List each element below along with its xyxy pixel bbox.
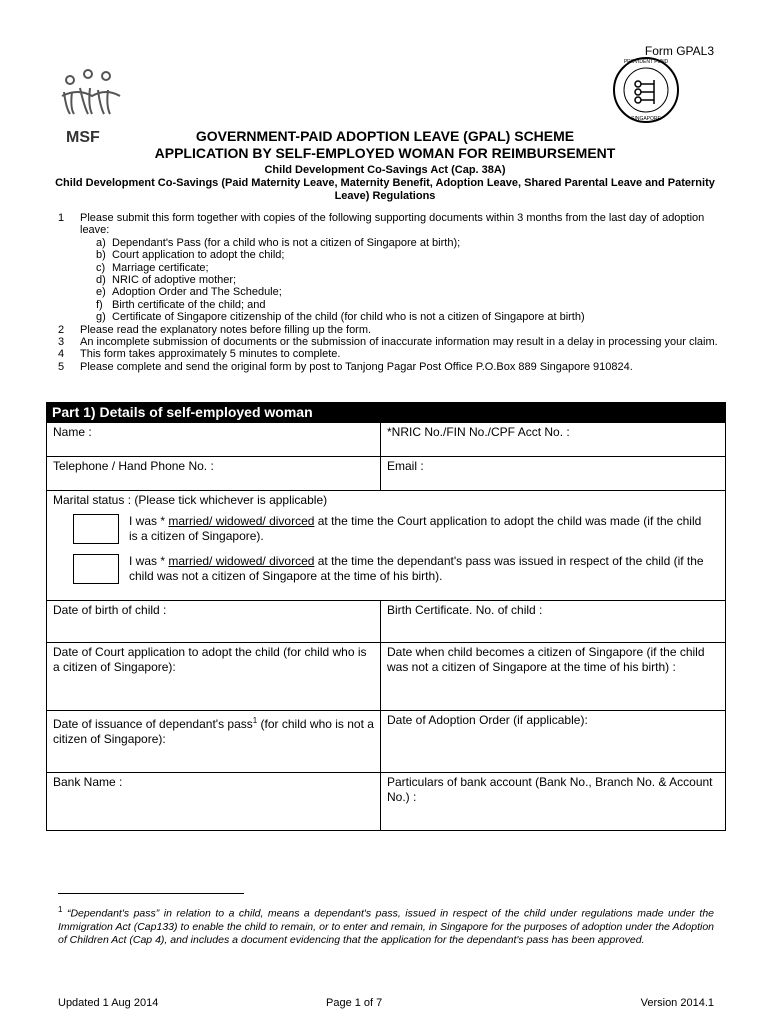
court-date-field[interactable]: [47, 643, 381, 710]
dob-field[interactable]: [47, 601, 381, 642]
footnote-text: “Dependant's pass” in relation to a child, means a dependant's pass, issued in respect of the child under regulations made under the Immigration Act (Cap133) to enable the child to remain, or to enter and remain, in Singapore for the purposes of adoption under the Adoption of Children Act (Cap 4), and includes a document evidencing that the application for the dependant's pass has been approved.: [58, 907, 715, 946]
note-text: Please read the explanatory notes before filling up the form.: [80, 323, 372, 336]
note-text: Please submit this form together with copies of the following supporting documents within 3 months from the last day of adoption leave:: [80, 212, 705, 237]
option-status: married/ widowed/ divorced: [168, 514, 315, 528]
part1-form: [46, 422, 726, 831]
marital-option-2: [53, 554, 719, 584]
document-item: [58, 299, 718, 311]
note-item: [58, 324, 718, 336]
marital-status-section: [47, 491, 725, 600]
title-line-1: GOVERNMENT-PAID ADOPTION LEAVE (GPAL) SCHEME: [195, 128, 575, 144]
email-label: Email :: [387, 459, 424, 473]
part1-heading: Part 1) Details of self-employed woman: [46, 402, 726, 422]
marital-option-2-text: [129, 554, 709, 584]
document-text: Adoption Order and The Schedule;: [112, 286, 282, 299]
pass-date-label-cont: (for child who is not a citizen of Singapore):: [53, 717, 374, 746]
document-item: [58, 262, 718, 274]
pass-date-field[interactable]: [47, 711, 381, 772]
note-number: 3: [58, 336, 65, 349]
document-item: [58, 249, 718, 261]
document-text: NRIC of adoptive mother;: [112, 274, 237, 287]
document-text: Court application to adopt the child;: [112, 249, 285, 262]
document-text: Marriage certificate;: [112, 261, 209, 274]
document-item: [58, 237, 718, 249]
document-text: Dependant's Pass (for a child who is not a citizen of Singapore at birth);: [112, 236, 461, 249]
svg-text:SINGAPORE: SINGAPORE: [631, 116, 661, 122]
bank-account-field[interactable]: [381, 773, 725, 830]
phone-label: Telephone / Hand Phone No. :: [53, 459, 214, 473]
note-number: 5: [58, 360, 65, 373]
marital-status-label: Marital status : (Please tick whichever is applicable): [53, 493, 328, 507]
document-letter: b): [96, 249, 106, 262]
form-row: [47, 772, 725, 830]
adoption-date-label: Date of Adoption Order (if applicable):: [387, 713, 588, 727]
form-row: [47, 642, 725, 710]
document-text: Certificate of Singapore citizenship of the child (for child who is not a citizen of Singapore at birth): [112, 311, 585, 324]
instructions: [58, 212, 718, 373]
form-row: [47, 490, 725, 600]
pass-date-label: Date of issuance of dependant's pass: [53, 717, 253, 731]
document-letter: c): [96, 261, 106, 274]
nric-label: *NRIC No./FIN No./CPF Acct No. :: [387, 425, 570, 439]
birth-cert-label: Birth Certificate. No. of child :: [387, 603, 543, 617]
document-item: [58, 286, 718, 298]
nric-field[interactable]: [381, 423, 725, 456]
document-letter: e): [96, 286, 106, 299]
option-prefix: I was *: [129, 554, 169, 568]
form-row: [47, 600, 725, 642]
citizen-date-field[interactable]: [381, 643, 725, 710]
name-field[interactable]: [47, 423, 381, 456]
note-text: Please complete and send the original form by post to Tanjong Pagar Post Office P.O.Box 889 Singapore 910824.: [80, 360, 633, 373]
citizen-date-label: Date when child becomes a citizen of Singapore (if the child was not a citizen of Singapore at the time of his birth) :: [387, 645, 705, 674]
document-text: Birth certificate of the child; and: [112, 298, 266, 311]
title-line-4: Child Development Co-Savings (Paid Maternity Leave, Maternity Benefit, Adoption Leave, Shared Parental Leave and Paternity Leave) Regulations: [55, 177, 715, 202]
note-item: [58, 336, 718, 348]
footnote-divider: [58, 893, 244, 894]
marital-option-1: [53, 514, 719, 544]
note-text: An incomplete submission of documents or the submission of inaccurate information may result in a delay in processing your claim.: [80, 336, 718, 349]
option-suffix: at the time the dependant's pass was issued in respect of the child (if the child was not a citizen of Singapore at the time of his birth).: [129, 554, 704, 583]
msf-logo-text: MSF: [66, 129, 100, 146]
title-line-2: APPLICATION BY SELF-EMPLOYED WOMAN FOR REIMBURSEMENT: [154, 145, 616, 161]
note-number: 4: [58, 348, 65, 361]
note-item: [58, 348, 718, 360]
court-date-label: Date of Court application to adopt the child (for child who is a citizen of Singapore):: [53, 645, 367, 674]
svg-text:PROVIDENT FUND: PROVIDENT FUND: [623, 59, 669, 65]
tick-box-1[interactable]: [73, 514, 119, 544]
form-row: [47, 456, 725, 490]
birth-cert-field[interactable]: [381, 601, 725, 642]
option-prefix: I was *: [129, 514, 169, 528]
adoption-date-field[interactable]: [381, 711, 725, 772]
option-suffix: at the time the Court application to adopt the child was made (if the child is a citizen of Singapore).: [129, 514, 702, 543]
document-letter: a): [96, 236, 106, 249]
email-field[interactable]: [381, 457, 725, 490]
footnote-ref: 1: [252, 716, 258, 725]
footer-version: Version 2014.1: [640, 997, 714, 1009]
form-code: Form GPAL3: [644, 44, 714, 58]
cpf-seal-graphic: [606, 54, 716, 124]
phone-field[interactable]: [47, 457, 381, 490]
marital-option-1-text: [129, 514, 709, 544]
footer-updated: Updated 1 Aug 2014: [58, 997, 159, 1009]
cpf-seal: [606, 54, 716, 124]
note-number: 2: [58, 323, 65, 336]
name-label: Name :: [53, 425, 92, 439]
bank-name-label: Bank Name :: [53, 775, 123, 789]
note-item: [58, 212, 718, 237]
note-number: 1: [58, 212, 65, 224]
footer-page: Page 1 of 7: [326, 997, 383, 1009]
dob-label: Date of birth of child :: [53, 603, 167, 617]
document-letter: f): [96, 298, 103, 311]
note-item: [58, 361, 718, 373]
document-letter: d): [96, 274, 106, 287]
note-text: This form takes approximately 5 minutes to complete.: [80, 348, 341, 361]
footnote-number: 1: [58, 905, 63, 914]
document-item: [58, 274, 718, 286]
bank-account-label: Particulars of bank account (Bank No., Branch No. & Account No.) :: [387, 775, 713, 804]
footnote: [58, 903, 714, 947]
option-status: married/ widowed/ divorced: [168, 554, 315, 568]
title-line-3: Child Development Co-Savings Act (Cap. 38A): [264, 164, 506, 176]
document-letter: g): [96, 311, 106, 324]
tick-box-2[interactable]: [73, 554, 119, 584]
form-row: [47, 710, 725, 772]
bank-name-field[interactable]: [47, 773, 381, 830]
document-item: [58, 311, 718, 323]
form-row: [47, 422, 725, 456]
